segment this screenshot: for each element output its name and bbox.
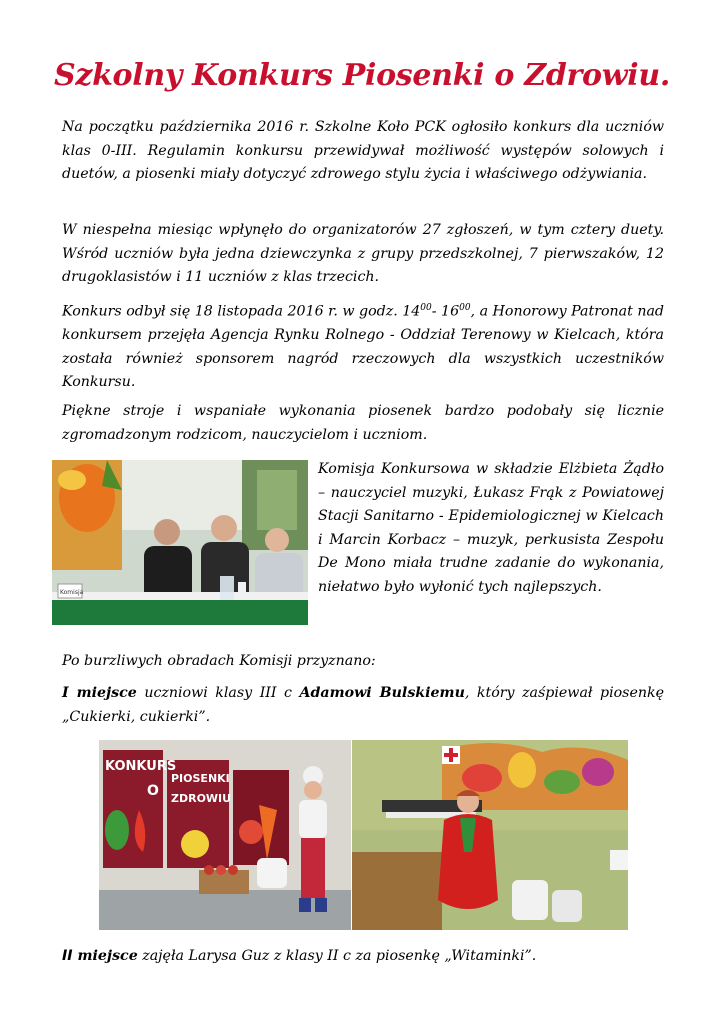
second-place-photo	[352, 740, 628, 930]
intro-paragraph: Na początku października 2016 r. Szkolne Koło PCK ogłosiło konkurs dla uczniów klas 0-III. Regulamin konkursu przewidywał możliwość występów solowych i duetów, a piosenki miały dotyczyć zdrowego stylu życia i właściwego odżywiania.	[62, 119, 664, 182]
board-o-text: O	[147, 783, 159, 799]
board-konkurs-text: KONKURS	[105, 759, 177, 774]
patronage-text: , a Honorowy Patronat nad konkursem przejęła Agencja Rynku Rolnego - Oddział Terenowy w Kielcach, która została również sponsorem nagród rzeczowych dla wszystkich uczestników Konkursu.	[62, 303, 664, 391]
jury-paragraph: Komisja Konkursowa w składzie Elżbieta Żądło – nauczyciel muzyki, Łukasz Frąk z Powiatowej Stacji Sanitarno - Epidemiologicznej w Kielcach i Marcin Korbacz – muzyk, perkusista Zespołu De Mono miała trudne zadanie do wykonania, niełatwo było wyłonić tych najlepszych.	[318, 461, 664, 595]
start-minutes: 00	[420, 303, 432, 313]
jury-photo	[52, 460, 308, 625]
entries-paragraph: W niespełna miesiąc wpłynęło do organizatorów 27 zgłoszeń, w tym cztery duety. Wśród uczniów była jedna dziewczynka z grupy przedszkolnej, 7 pierwszaków, 12 drugoklasistów i 11 uczniów z klas trzecich.	[62, 222, 664, 285]
first-place-photo	[99, 740, 351, 930]
end-minutes: 00	[459, 303, 471, 313]
board-piosenki-text: PIOSENKI	[171, 772, 230, 785]
results-intro: Po burzliwych obradach Komisji przyznano:	[62, 653, 376, 669]
first-place-winner: Adamowi Bulskiemu	[299, 685, 465, 701]
first-place-label: I miejsce	[62, 685, 137, 701]
audience-paragraph: Piękne stroje i wspaniałe wykonania piosenek bardzo podobały się licznie zgromadzonym rodzicom, nauczycielom i uczniom.	[62, 403, 664, 443]
second-place-paragraph	[62, 945, 664, 969]
second-place-label: miejsce	[72, 948, 138, 964]
second-place-text: zajęła Larysa Guz z klasy II c za piosenkę „Witaminki”.	[137, 948, 537, 964]
board-zdrowiu-text: ZDROWIU	[171, 792, 232, 805]
first-place-paragraph	[62, 682, 664, 729]
contest-date-text: Konkurs odbył się 18 listopada 2016 r. w godz. 14	[62, 303, 421, 320]
second-place-roman: II	[62, 948, 73, 964]
contest-time-separator: - 16	[431, 303, 460, 320]
page-title: Szkolny Konkurs Piosenki o Zdrowiu.	[53, 58, 671, 93]
first-place-song: , który zaśpiewał piosenkę „Cukierki, cukierki”.	[62, 685, 664, 725]
jury-placard-text: Komisja	[60, 589, 84, 596]
first-place-class: uczniowi klasy III c	[136, 685, 300, 701]
contest-date-paragraph	[62, 297, 664, 395]
